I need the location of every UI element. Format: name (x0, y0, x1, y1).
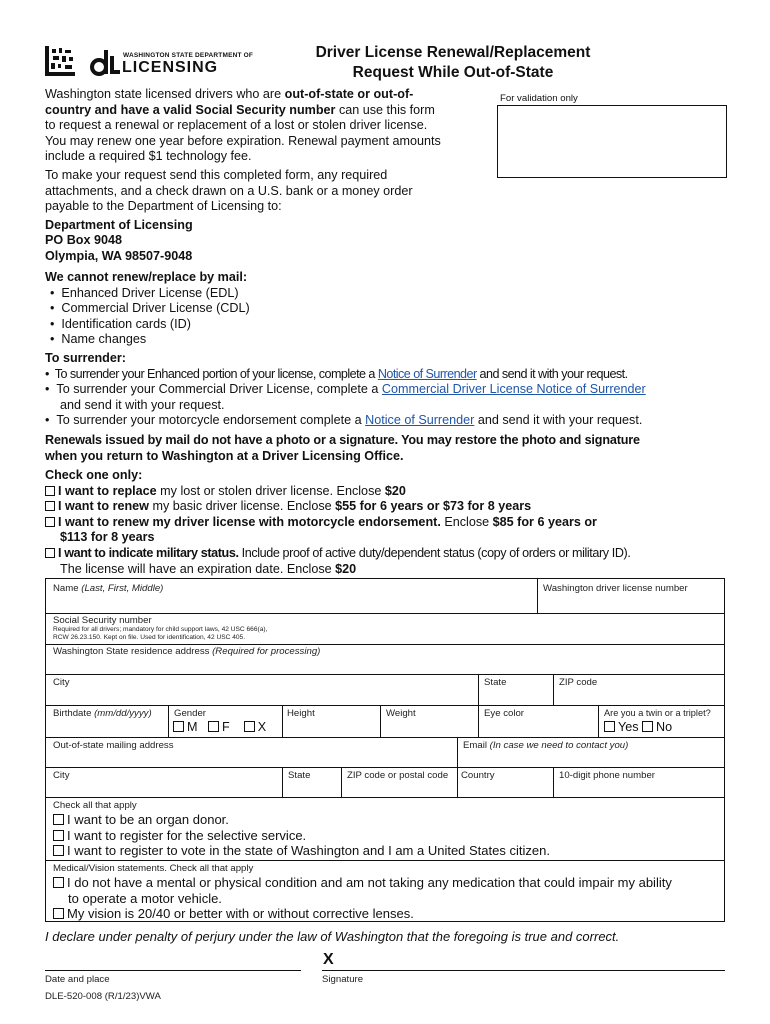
medical-condition-option[interactable]: I do not have a mental or physical condition and am not taking any medication that could impair my ability (53, 875, 672, 891)
twin-yes-checkbox[interactable] (604, 721, 615, 732)
list-item: • Commercial Driver License (CDL) (50, 301, 250, 316)
date-place-line[interactable] (45, 970, 301, 971)
vision-checkbox[interactable] (53, 908, 64, 919)
twin-options: Yes No (604, 720, 672, 734)
weight-field[interactable]: Weight (386, 708, 416, 719)
options-section: Check one only: I want to replace my lost or stolen driver license. Enclose $20 I want to renew my basic driver license. Enclose $55 for 6 years or $73 for 8 years I want to renew my driver license with motorcycle endorsement. Enclose $85 for 6 years or $113 for 8 years I want to indicate military status. Include proof of active duty/dependent status (copy of orders or military ID). The license will have an expiration date. Enclose $20 (45, 468, 735, 577)
notice-of-surrender-link-1[interactable]: Notice of Surrender (377, 366, 477, 381)
phone-field[interactable]: 10-digit phone number (559, 770, 656, 781)
form-title (260, 43, 646, 83)
list-item: • To surrender your Enhanced portion of your license, complete a Notice of Surrender and send it with your request. (45, 366, 628, 381)
selective-service-checkbox[interactable] (53, 830, 64, 841)
agency-top-text: WASHINGTON STATE DEPARTMENT OF (123, 52, 254, 59)
gender-label: Gender (174, 708, 206, 719)
title-line-2: Request While Out-of-State (352, 64, 554, 81)
title-line-1: Driver License Renewal/Replacement (315, 44, 591, 61)
selective-service-option[interactable]: I want to register for the selective service. (53, 828, 550, 844)
city-field[interactable]: City (53, 677, 70, 688)
date-place-label: Date and place (45, 974, 110, 985)
country-field[interactable]: Country (461, 770, 495, 781)
dol-logo (90, 48, 254, 78)
ssn-note-1: Required for all drivers; mandatory for child support laws, 42 USC 666(a), (53, 626, 268, 633)
signature-x-mark: X (323, 951, 334, 968)
validation-box (497, 105, 727, 178)
postal-code-field[interactable]: ZIP code or postal code (347, 770, 449, 781)
signature-label: Signature (322, 974, 364, 985)
mailing-address-field[interactable]: Out-of-state mailing address (53, 740, 174, 751)
intro-paragraph: Washington state licensed drivers who are out-of-state or out-of- country and have a valid Social Security number can use this form to request a renewal or replacement of a lost or stolen driver license. You may renew one year before expiration. Renewal payment amounts include a required $1 technology fee. To make your request send this completed form, any required attachments, and a check drawn on a U.S. bank or a money order payable to the Department of Licensing to: Department of Licensing PO Box 9048 Olympia, WA 98507-9048 (45, 87, 495, 265)
birthdate-field[interactable]: Birthdate (mm/dd/yyyy) (53, 708, 152, 719)
option-military[interactable]: I want to indicate military status. Include proof of active duty/dependent status (copy of orders or military ID). (45, 546, 735, 562)
gender-m-checkbox[interactable] (173, 721, 184, 732)
cannot-renew-section: We cannot renew/replace by mail: • Enhanced Driver License (EDL) • Commercial Driver License (CDL) • Identification cards (ID) • Name changes (45, 270, 725, 348)
form-number: DLE-520-008 (R/1/23)VWA (45, 991, 161, 1002)
voter-registration-option[interactable]: I want to register to vote in the state of Washington and I am a United States citizen. (53, 843, 550, 859)
address-line-1: Department of Licensing (45, 217, 193, 232)
cdl-notice-of-surrender-link[interactable]: Commercial Driver License Notice of Surrender (381, 382, 646, 397)
voter-registration-checkbox[interactable] (53, 845, 64, 856)
organ-donor-checkbox[interactable] (53, 814, 64, 825)
perjury-declaration: I declare under penalty of perjury under the law of Washington that the foregoing is true and correct. (45, 929, 620, 944)
organ-donor-option[interactable]: I want to be an organ donor. (53, 812, 550, 828)
check-all-options (53, 812, 550, 859)
option-renew-motorcycle[interactable]: I want to renew my driver license with motorcycle endorsement. Enclose $85 for 6 years or (45, 515, 735, 531)
twin-no-checkbox[interactable] (642, 721, 653, 732)
list-item: • To surrender your motorcycle endorsement complete a Notice of Surrender and send it with your request. (45, 413, 643, 428)
notice-of-surrender-link-2[interactable]: Notice of Surrender (365, 413, 475, 428)
ssn-note-2: RCW 26.23.150. Kept on file. Used for identification, 42 USC 405. (53, 634, 246, 641)
ssn-field[interactable]: Social Security number (53, 615, 152, 626)
twin-label: Are you a twin or a triplet? (604, 708, 711, 718)
address-line-2: PO Box 9048 (45, 233, 123, 248)
validation-label: For validation only (500, 93, 578, 104)
surrender-section: To surrender: • To surrender your Enhanced portion of your license, complete a Notice of Surrender and send it with your request. • To surrender your Commercial Driver License, complete a Commercial Driver License Notice of Surrender and send it with your request. • To surrender your motorcycle endorsement complete a Notice of Surrender and send it with your request. (45, 351, 735, 429)
zip-field[interactable]: ZIP code (559, 677, 598, 688)
agency-name-text: LICENSING (122, 59, 219, 76)
medical-label: Medical/Vision statements. Check all that apply (53, 863, 254, 874)
state-field[interactable]: State (484, 677, 507, 688)
gender-f-checkbox[interactable] (208, 721, 219, 732)
option-replace[interactable]: I want to replace my lost or stolen driver license. Enclose $20 (45, 484, 735, 500)
name-field[interactable]: Name (Last, First, Middle) (53, 583, 164, 594)
gender-x-checkbox[interactable] (244, 721, 255, 732)
renew-motorcycle-checkbox[interactable] (45, 517, 55, 527)
renewals-note: Renewals issued by mail do not have a photo or a signature. You may restore the photo and signature when you return to Washington at a Driver Licensing Office. (45, 433, 640, 463)
list-item: • Identification cards (ID) (50, 316, 191, 331)
check-all-label: Check all that apply (53, 800, 137, 811)
option-renew-basic[interactable]: I want to renew my basic driver license. Enclose $55 for 6 years or $73 for 8 years (45, 499, 735, 515)
residence-address-field[interactable]: Washington State residence address (Required for processing) (53, 646, 321, 657)
medical-condition-checkbox[interactable] (53, 877, 64, 888)
mailing-state-field[interactable]: State (288, 770, 311, 781)
wa-license-number-field[interactable]: Washington driver license number (543, 583, 688, 594)
eye-color-field[interactable]: Eye color (484, 708, 524, 719)
email-field[interactable]: Email (In case we need to contact you) (463, 740, 629, 751)
military-checkbox[interactable] (45, 548, 55, 558)
signature-line[interactable] (322, 970, 725, 971)
renew-basic-checkbox[interactable] (45, 501, 55, 511)
medical-options: I do not have a mental or physical condition and am not taking any medication that could impair my ability to operate a motor vehicle. My vision is 20/40 or better with or without corrective lenses. (53, 875, 672, 922)
list-item: • Name changes (50, 332, 147, 347)
mailing-city-field[interactable]: City (53, 770, 70, 781)
list-item: • To surrender your Commercial Driver License, complete a Commercial Driver License Notice of Surrender (45, 382, 646, 397)
height-field[interactable]: Height (287, 708, 315, 719)
list-item: • Enhanced Driver License (EDL) (50, 285, 239, 300)
vision-option[interactable]: My vision is 20/40 or better with or without corrective lenses. (53, 906, 672, 922)
qr-code (45, 46, 75, 76)
address-line-3: Olympia, WA 98507-9048 (45, 248, 193, 263)
replace-checkbox[interactable] (45, 486, 55, 496)
gender-options: M F X (173, 720, 266, 734)
